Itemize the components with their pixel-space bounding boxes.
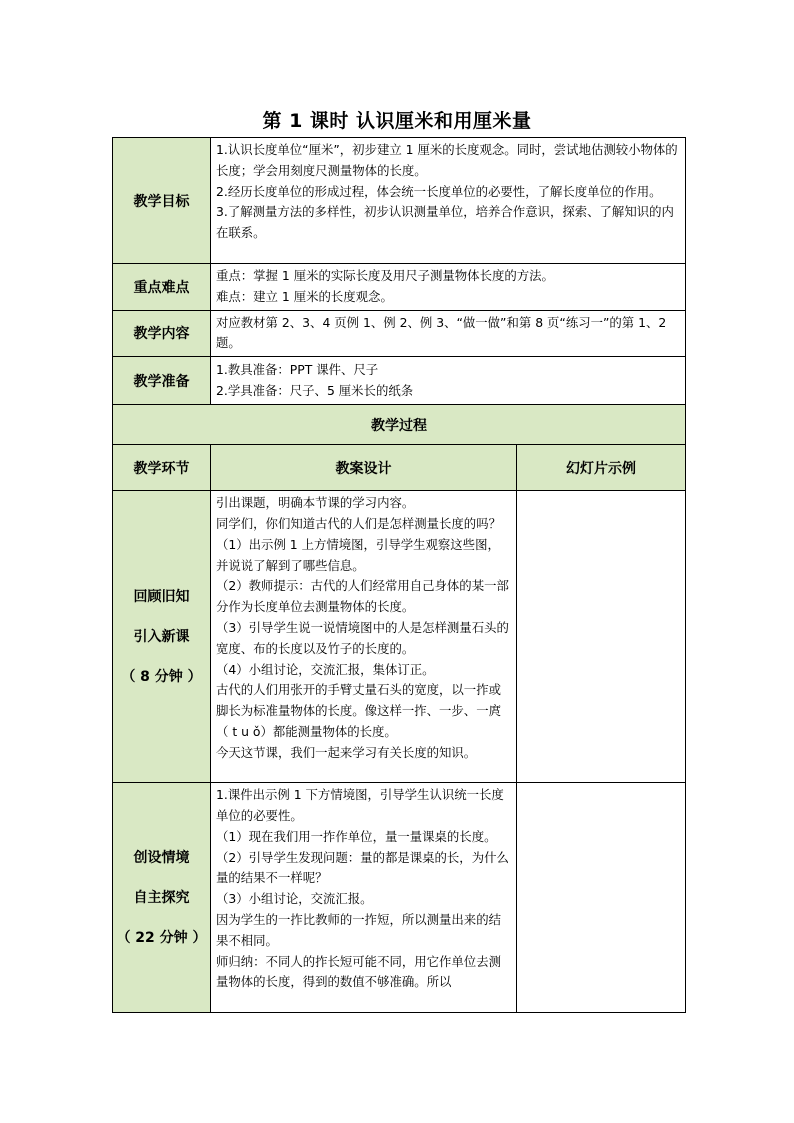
col-stage-header: 教学环节 bbox=[113, 445, 211, 491]
stage1-line: （3）引导学生说一说情境图中的人是怎样测量石头的宽度、布的长度以及竹子的长度的。 bbox=[216, 619, 509, 656]
col-design-header: 教案设计 bbox=[211, 445, 517, 491]
stage2-content bbox=[211, 783, 517, 1013]
goals-line: 2.经历长度单位的形成过程，体会统一长度单位的必要性，了解长度单位的作用。 bbox=[216, 183, 662, 199]
col-slides-header: 幻灯片示例 bbox=[517, 445, 686, 491]
row-stage1 bbox=[113, 491, 686, 783]
stage2-slides bbox=[517, 783, 686, 1013]
row-content bbox=[113, 310, 686, 357]
row-process-header bbox=[113, 405, 686, 445]
stage1-line: （2）教师提示：古代的人们经常用自己身体的某一部分作为长度单位去测量物体的长度。 bbox=[216, 578, 509, 615]
goals-content bbox=[211, 138, 686, 264]
stage1-line: （1）出示例 1 上方情境图，引导学生观察这些图，并说说了解到了哪些信息。 bbox=[216, 536, 500, 573]
key-points-label: 重点难点 bbox=[113, 264, 211, 311]
content-line: 对应教材第 2、3、4 页例 1、例 2、例 3、“做一做”和第 8 页“练习一”的第 1、2题。 bbox=[216, 314, 667, 351]
key-points-line: 重点：掌握 1 厘米的实际长度及用尺子测量物体长度的方法。 bbox=[216, 268, 554, 283]
stage2-line: （2）引导学生发现问题：量的都是课桌的长，为什么量的结果不一样呢？ bbox=[216, 849, 509, 886]
stage2-label-line: 创设情境 bbox=[133, 849, 190, 866]
row-prep bbox=[113, 357, 686, 405]
stage2-line: 因为学生的一拃比教师的一拃短，所以测量出来的结果不相同。 bbox=[216, 911, 501, 948]
stage2-line: 师归纳：不同人的拃长短可能不同，用它作单位去测量物体的长度，得到的数值不够准确。所以 bbox=[216, 953, 501, 990]
process-header: 教学过程 bbox=[113, 405, 686, 445]
stage1-line: 今天这节课，我们一起来学习有关长度的知识。 bbox=[216, 744, 477, 760]
stage1-line: 同学们，你们知道古代的人们是怎样测量长度的吗？ bbox=[216, 515, 501, 531]
row-key-points bbox=[113, 264, 686, 311]
prep-line: 2.学具准备：尺子、5 厘米长的纸条 bbox=[216, 382, 414, 398]
stage1-line: （4）小组讨论，交流汇报，集体订正。 bbox=[216, 661, 435, 677]
key-points-content bbox=[211, 264, 686, 311]
stage2-line: （3）小组讨论，交流汇报。 bbox=[216, 891, 373, 907]
goals-line: 1.认识长度单位“厘米”，初步建立 1 厘米的长度观念。同时，尝试地估测较小物体的长度；学会用刻度尺测量物体的长度。 bbox=[216, 142, 678, 178]
content-label: 教学内容 bbox=[113, 310, 211, 357]
stage2-line: 1.课件出示例 1 下方情境图，引导学生认识统一长度单位的必要性。 bbox=[216, 787, 504, 823]
stage1-slides bbox=[517, 491, 686, 783]
goals-line: 3.了解测量方法的多样性，初步认识测量单位，培养合作意识，探索、了解知识的内在联系。 bbox=[216, 204, 674, 241]
row-goals bbox=[113, 138, 686, 264]
page-title: 第 1 课时 认识厘米和用厘米量 bbox=[262, 110, 532, 132]
stage1-label-line: 回顾旧知 bbox=[133, 588, 190, 605]
stage2-line: （1）现在我们用一拃作单位，量一量课桌的长度。 bbox=[216, 828, 497, 844]
goals-label: 教学目标 bbox=[113, 138, 211, 264]
stage1-line: 引出课题，明确本节课的学习内容。 bbox=[216, 495, 415, 511]
content-content bbox=[211, 310, 686, 357]
prep-label: 教学准备 bbox=[113, 357, 211, 405]
stage1-label-line: 引入新课 bbox=[133, 628, 190, 645]
key-points-line: 难点：建立 1 厘米的长度观念。 bbox=[216, 288, 393, 304]
stage2-label bbox=[113, 783, 211, 1013]
stage2-label-line: 自主探究 bbox=[133, 889, 190, 906]
stage1-content bbox=[211, 491, 517, 783]
stage1-label bbox=[113, 491, 211, 783]
prep-content bbox=[211, 357, 686, 405]
prep-line: 1.教具准备：PPT 课件、尺子 bbox=[216, 361, 379, 377]
row-stage2 bbox=[113, 783, 686, 1013]
stage2-label-line: （ 22 分钟 ） bbox=[116, 929, 207, 946]
row-column-headers bbox=[113, 445, 686, 491]
stage1-line: 古代的人们用张开的手臂丈量石头的宽度，以一拃或脚长为标准量物体的长度。像这样一拃、一步、一庹（ t u ǒ）都能测量物体的长度。 bbox=[216, 682, 501, 739]
lesson-plan-table bbox=[112, 137, 686, 1013]
stage1-label-line: （ 8 分钟 ） bbox=[121, 668, 202, 685]
